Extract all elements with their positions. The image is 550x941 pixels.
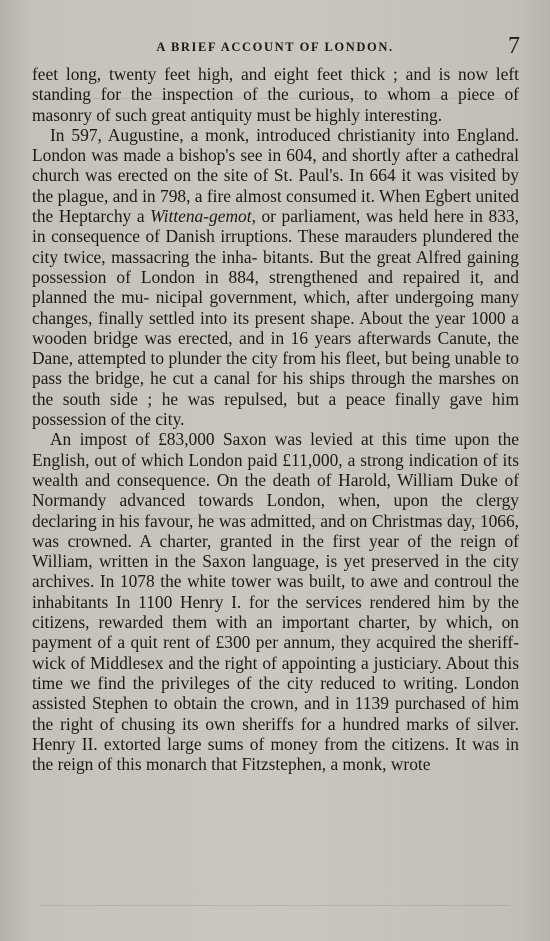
text-line: upon the English, out of which London paid £11,000,: [32, 429, 519, 470]
paragraph: [32, 429, 519, 774]
text-line: in 884, strengthened and repaired it, and planned the mu-: [32, 266, 519, 308]
text-line: the death of Harold, William Duke of Normandy advanced: [32, 469, 519, 511]
text-line: About this time we find the privileges of the city reduced: [32, 652, 520, 693]
text-line: for the services rendered him by the citizens, rewarded: [32, 591, 519, 633]
text-line: reign of this monarch that Fitzstephen, a monk, wrote: [57, 754, 431, 775]
text-line: shortly after a cathedral church was erected on the site of: [32, 145, 519, 186]
text-line: wick of Middlesex and the right of appointing a justiciary.: [32, 652, 442, 673]
text-line: in 833, in consequence of Danish irruptions. These: [32, 206, 519, 247]
text-line: nicipal government, which, after undergoing many changes,: [32, 287, 519, 328]
text-line: be highly interesting.: [294, 104, 443, 125]
text-line: of William, written in the Saxon language, is yet preserved: [32, 530, 519, 572]
text-line: large sums of money from the citizens. It was in the: [32, 733, 519, 775]
paragraph: [32, 125, 519, 429]
text-line: marauders plundered the city twice, massacring the inha-: [32, 226, 519, 267]
text-line: to awe and controul the inhabitants In 1100 Henry I.: [32, 571, 519, 612]
text-line: a strong indication of its wealth and consequence. On: [32, 449, 519, 490]
text-line: of the city.: [110, 409, 185, 430]
text-line: , or parliament, was held here: [251, 206, 464, 227]
text-line: towards London, when, upon the clergy declaring in his: [32, 490, 519, 531]
text-line: In 597, Augustine, a monk, introduced christianity into: [50, 124, 450, 145]
text-line: An impost of £83,000 Saxon was levied at this time: [50, 429, 447, 450]
text-line: in the city archives. In 1078 the white tower was built,: [32, 551, 520, 592]
body-text: [32, 64, 519, 774]
text-line: a quit rent of £300 per annum, they acquired the sheriff-: [117, 632, 520, 653]
text-line: Canute, the Dane, attempted to plunder the city from his: [32, 327, 519, 369]
text-line: now left standing for the inspection of the curious, to: [32, 64, 519, 105]
text-line: and in 1139 purchased of him the right of chusing its own: [32, 693, 519, 734]
text-line: 798, a fire almost consumed it. When Egbert united the: [32, 185, 519, 227]
paragraph: [32, 64, 519, 125]
text-line: he was repulsed, but a peace finally gave him possession: [32, 388, 519, 430]
text-line: whom a piece of masonry of such great antiquity must: [32, 84, 519, 125]
text-line: England. London was made a bishop's see in 604, and: [32, 124, 519, 166]
text-line: for his ships through the marshes on the south side ;: [32, 368, 519, 409]
italic-term: Wittena-gemot: [150, 206, 252, 227]
text-line: to writing. London assisted Stephen to obtain the crown,: [32, 672, 520, 714]
text-line: fleet, but being unable to pass the bridge, he cut a canal: [32, 348, 519, 389]
page-number: 7: [508, 33, 520, 59]
show-through-line: [40, 905, 510, 906]
text-line: crowned. A charter, granted in the first year of the reign: [67, 530, 496, 551]
text-line: bitants. But the great Alfred gaining possession of London: [32, 246, 519, 287]
page-header: [0, 34, 550, 64]
text-line: finally settled into its present shape. About the year 1000: [98, 307, 506, 328]
text-line: feet long, twenty feet high, and eight feet thick ; and is: [32, 64, 451, 84]
text-line: them with an important charter, by which, on payment of: [32, 612, 520, 653]
text-line: sheriffs for a hundred marks of silver. Henry II. extorted: [32, 713, 519, 754]
text-line: Heptarchy a: [58, 206, 151, 227]
text-line: favour, he was admitted, and on Christmas day, 1066, was: [32, 510, 519, 551]
text-line: St. Paul's. In 664 it was visited by the plague, and in: [32, 165, 519, 206]
running-head: A BRIEF ACCOUNT OF LONDON.: [156, 40, 394, 54]
text-line: a wooden bridge was erected, and in 16 years afterwards: [32, 307, 519, 348]
